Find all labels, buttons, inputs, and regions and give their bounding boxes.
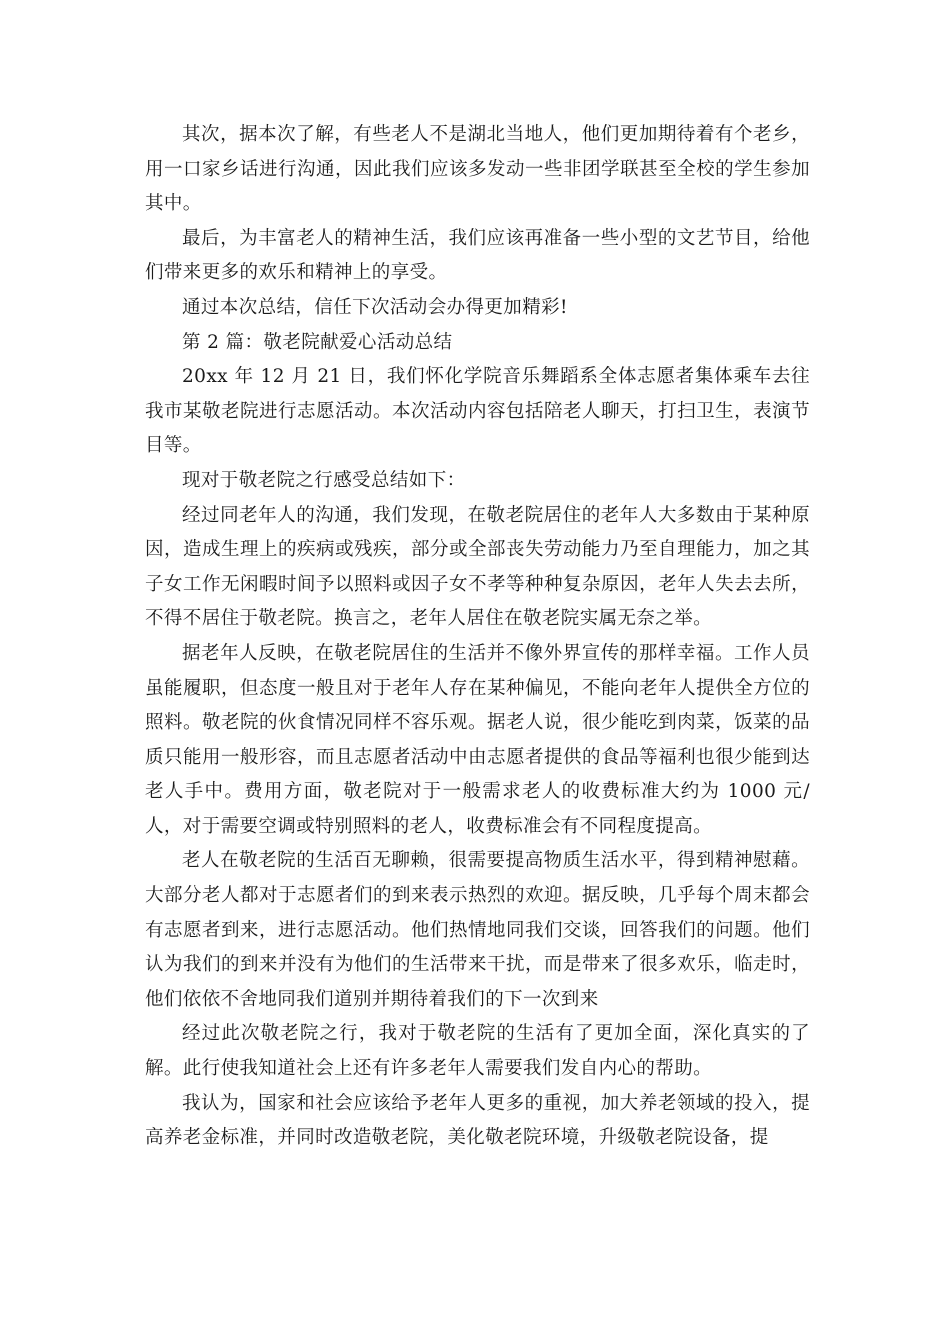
paragraph-2: 最后，为丰富老人的精神生活，我们应该再准备一些小型的文艺节目，给他们带来更多的欢乐和精神上的享受。 (145, 227, 810, 284)
paragraph-7: 经过同老年人的沟通，我们发现，在敬老院居住的老年人大多数由于某种原因，造成生理上的疾病或残疾，部分或全部丧失劳动能力乃至自理能力，加之其子女工作无闲暇时间予以照料或因子女不孝等种种复杂原因，老年人失去去所，不得不居住于敬老院。换言之，老年人居住在敬老院实属无奈之举。 (145, 504, 810, 630)
paragraph-1: 其次，据本次了解，有些老人不是湖北当地人，他们更加期待着有个老乡，用一口家乡话进行沟通，因此我们应该多发动一些非团学联甚至全校的学生参加其中。 (145, 124, 810, 215)
paragraph-11: 我认为，国家和社会应该给予老年人更多的重视，加大养老领域的投入，提高养老金标准，并同时改造敬老院，美化敬老院环境，升级敬老院设备，提 (145, 1092, 810, 1149)
paragraph-6: 现对于敬老院之行感受总结如下： (182, 469, 466, 491)
section-heading: 第 2 篇：敬老院献爱心活动总结 (182, 331, 453, 353)
paragraph-9: 老人在敬老院的生活百无聊赖，很需要提高物质生活水平，得到精神慰藉。大部分老人都对于志愿者们的到来表示热烈的欢迎。据反映，几乎每个周末都会有志愿者到来，进行志愿活动。他们热情地同我们交谈，回答我们的问题。他们认为我们的到来并没有为他们的生活带来干扰，而是带来了很多欢乐，临走时，他们依依不舍地同我们道别并期待着我们的下一次到来 (145, 850, 810, 1010)
paragraph-3: 通过本次总结，信任下次活动会办得更加精彩! (182, 296, 568, 318)
paragraph-5: 20xx 年 12 月 21 日，我们怀化学院音乐舞蹈系全体志愿者集体乘车去往我市某敬老院进行志愿活动。本次活动内容包括陪老人聊天，打扫卫生，表演节目等。 (145, 366, 810, 457)
document-body (145, 118, 810, 1156)
paragraph-10: 经过此次敬老院之行，我对于敬老院的生活有了更加全面，深化真实的了解。此行使我知道社会上还有许多老年人需要我们发自内心的帮助。 (145, 1023, 810, 1080)
paragraph-8: 据老年人反映，在敬老院居住的生活并不像外界宣传的那样幸福。工作人员虽能履职，但态度一般且对于老年人存在某种偏见，不能向老年人提供全方位的照料。敬老院的伙食情况同样不容乐观。据老人说，很少能吃到肉菜，饭菜的品质只能用一般形容，而且志愿者活动中由志愿者提供的食品等福利也很少能到达老人手中。费用方面，敬老院对于一般需求老人的收费标准大约为 1000 元/人，对于需要空调或特别照料的老人，收费标准会有不同程度提高。 (145, 642, 810, 837)
